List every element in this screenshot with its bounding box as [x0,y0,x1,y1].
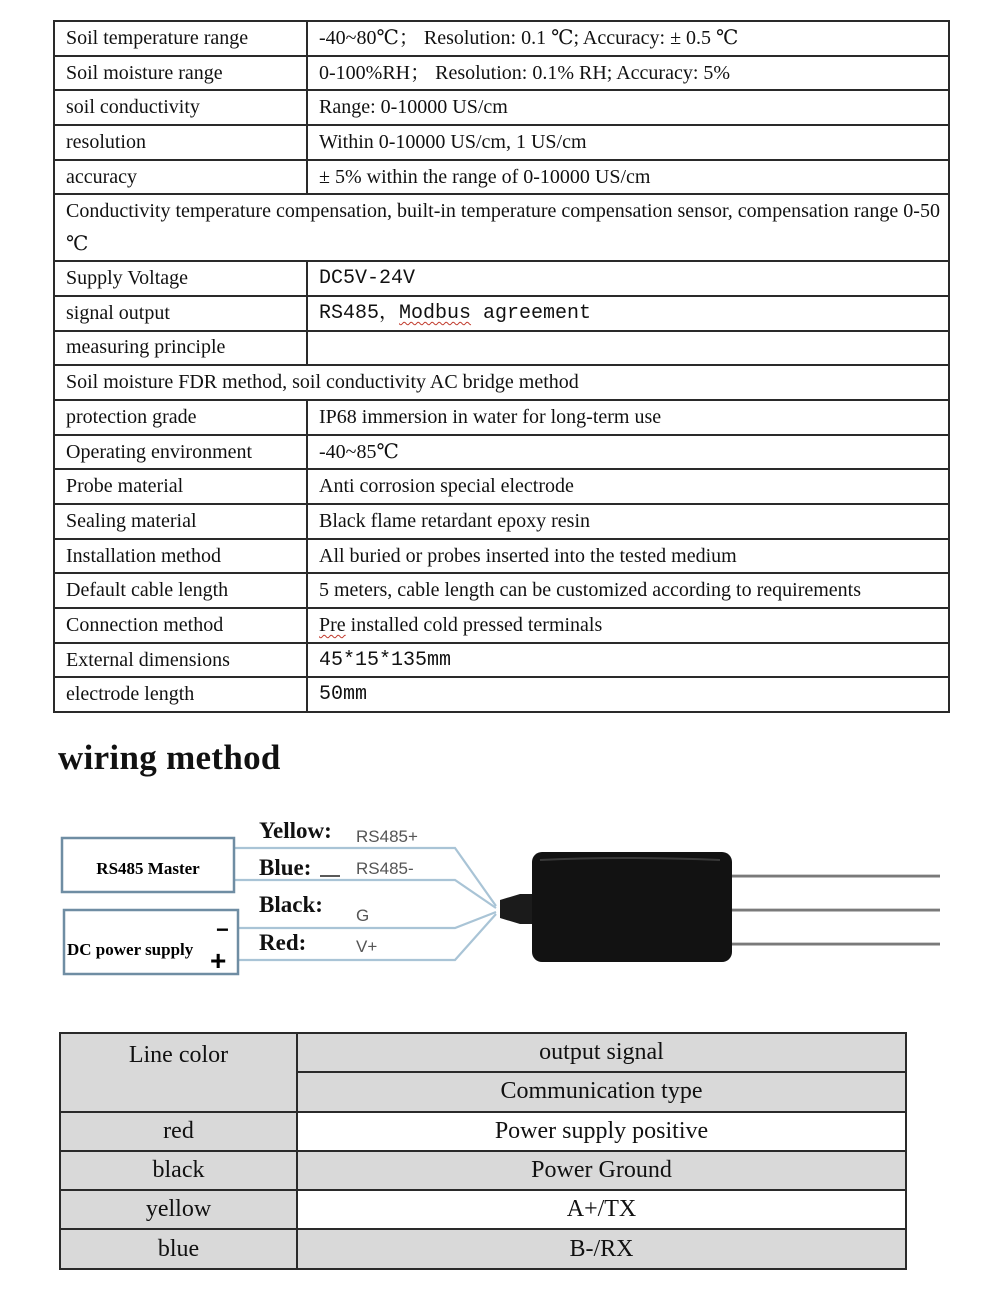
table-row [54,608,949,643]
spec-value: -40~80℃； Resolution: 0.1 ℃; Accuracy: ± 0.5 ℃ [307,21,949,56]
table-row [54,365,949,400]
probe-pins [732,876,940,944]
signal-label: RS485+ [356,827,418,846]
wire-label-red: Red: [259,930,307,955]
spec-value: Black flame retardant epoxy resin [307,504,949,539]
section-title: wiring method [58,738,281,777]
spec-key: signal output [54,296,307,331]
spec-key: External dimensions [54,643,307,678]
plus-sign: + [210,945,227,976]
probe-pin-shine [732,875,940,943]
table-row [54,160,949,195]
minus-sign: − [216,917,229,942]
table-row [54,643,949,678]
spec-key: soil conductivity [54,90,307,125]
spec-key: accuracy [54,160,307,195]
table-row [60,1033,906,1072]
header-line-color: Line color [60,1033,297,1112]
spec-value-part: agreement [471,301,592,325]
spec-value: 5 meters, cable length can be customized according to requirements [307,573,949,608]
spec-table [53,20,950,713]
spec-value: Range: 0-10000 US/cm [307,90,949,125]
table-row [54,331,949,366]
table-row [54,539,949,574]
wiring-diagram [0,800,1000,1000]
wire-label-blue: Blue: [259,855,312,880]
spec-value-part: installed cold pressed terminals [345,613,603,636]
spec-value: ± 5% within the range of 0-10000 US/cm [307,160,949,195]
table-row [54,21,949,56]
spec-key: Soil moisture range [54,56,307,91]
power-supply-label: DC power supply [67,940,194,959]
spec-key: protection grade [54,400,307,435]
wire-color-labels [259,818,332,955]
wire-label-black: Black: [259,892,323,917]
table-row [60,1112,906,1151]
spec-full-row: Soil moisture FDR method, soil conductivity AC bridge method [54,365,949,400]
signal-cell: Power Ground [297,1151,906,1190]
spec-full-row: Conductivity temperature compensation, built-in temperature compensation sensor, compensation range 0-50 ℃ [54,194,949,261]
table-row [54,469,949,504]
table-row [60,1151,906,1190]
signal-label: RS485- [356,859,414,878]
table-row [54,400,949,435]
spec-key: Default cable length [54,573,307,608]
signal-table [59,1032,907,1270]
spec-key: resolution [54,125,307,160]
line-color-cell: yellow [60,1190,297,1229]
spec-value: 50mm [307,677,949,712]
spec-value: Within 0-10000 US/cm, 1 US/cm [307,125,949,160]
header-communication-type: Communication type [297,1072,906,1111]
spec-value [307,296,949,331]
line-color-cell: black [60,1151,297,1190]
wire-label-yellow: Yellow: [259,818,332,843]
signal-label: V+ [356,937,378,956]
line-color-cell: red [60,1112,297,1151]
table-row [54,125,949,160]
spec-key: Installation method [54,539,307,574]
table-row [54,296,949,331]
table-row [54,435,949,470]
table-row [60,1190,906,1229]
table-row [54,90,949,125]
table-row [54,56,949,91]
spec-value: IP68 immersion in water for long-term use [307,400,949,435]
spellcheck-word: Pre [319,613,346,636]
table-row [54,573,949,608]
signal-label: G [356,906,370,925]
spec-value: -40~85℃ [307,435,949,470]
spec-value: All buried or probes inserted into the tested medium [307,539,949,574]
spec-key: Probe material [54,469,307,504]
spec-key: electrode length [54,677,307,712]
spec-value [307,331,949,366]
header-output-signal: output signal [297,1033,906,1072]
table-row [60,1229,906,1268]
signal-cell: Power supply positive [297,1112,906,1151]
spec-key: Operating environment [54,435,307,470]
spec-value [307,608,949,643]
spec-key: Supply Voltage [54,261,307,296]
table-row [54,194,949,261]
spec-value-part: RS485， [319,301,400,325]
spellcheck-word: Modbus [399,301,472,325]
table-row [54,261,949,296]
spec-value: DC5V-24V [307,261,949,296]
rs485-master-label: RS485 Master [96,859,200,878]
sensor-probe-illustration [500,852,940,962]
spec-key: Soil temperature range [54,21,307,56]
signal-cell: A+/TX [297,1190,906,1229]
wire-signal-labels [356,827,418,956]
spec-value: 0-100%RH； Resolution: 0.1% RH; Accuracy: 5% [307,56,949,91]
spec-key: Connection method [54,608,307,643]
spec-key: Sealing material [54,504,307,539]
table-row [54,677,949,712]
signal-cell: B-/RX [297,1229,906,1268]
spec-key: measuring principle [54,331,307,366]
table-row [54,504,949,539]
line-color-cell: blue [60,1229,297,1268]
spec-value: 45*15*135mm [307,643,949,678]
sensor-body [532,852,732,962]
spec-value: Anti corrosion special electrode [307,469,949,504]
